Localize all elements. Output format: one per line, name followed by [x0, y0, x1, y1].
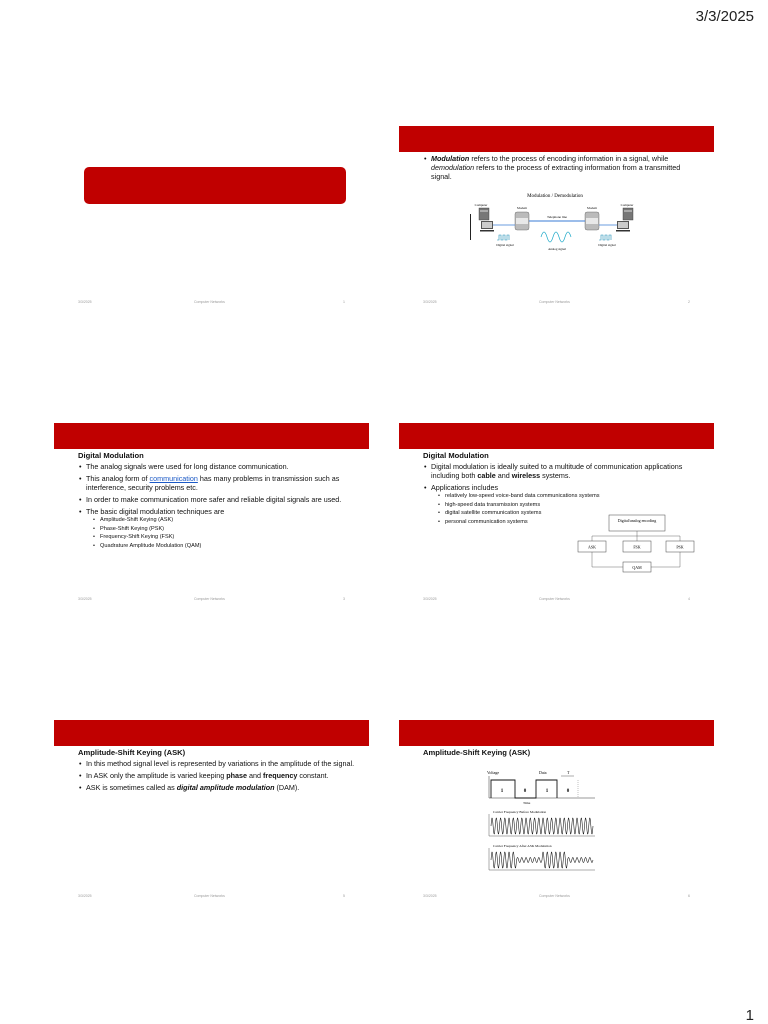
bullet: • Modulation refers to the process of encoding information in a signal, while demodulation refers to the process of extracting information from a transmitted signal. [431, 154, 700, 181]
bullet: • In order to make communication more safer and reliable digital signals are used. [86, 495, 355, 504]
title-bar [54, 720, 369, 746]
page-date: 3/3/2025 [695, 8, 754, 25]
slide-heading: Amplitude-Shift Keying (ASK) [423, 748, 531, 757]
footer-date: 3/3/2025 [78, 597, 92, 601]
slide-content [423, 748, 700, 759]
digital-signal-right [599, 235, 611, 240]
footer-course: Computer Networks [539, 300, 570, 304]
footer-date: 3/3/2025 [423, 300, 437, 304]
slide-2[interactable] [399, 126, 714, 304]
digital-signal-left [497, 235, 509, 240]
modem-right-icon [585, 212, 599, 230]
slide-heading: Digital Modulation [423, 451, 489, 460]
footer-course: Computer Networks [194, 300, 225, 304]
bullet: • In this method signal level is represented by variations in the amplitude of the signal. [86, 759, 355, 768]
footer-course: Computer Networks [539, 597, 570, 601]
slide-4[interactable] [399, 423, 714, 601]
computer-right-label: Computer [620, 203, 634, 207]
bit-label: 1 [500, 789, 504, 794]
slide-heading: Digital Modulation [78, 451, 144, 460]
communication-link[interactable]: communication [149, 474, 198, 484]
slide-1[interactable] [54, 126, 369, 304]
sub-bullet: • personal communication systems [445, 519, 700, 526]
bullet: • In ASK only the amplitude is varied keeping phase and frequency constant. [86, 771, 355, 780]
sub-bullet: • Phase-Shift Keying (PSK) [100, 526, 355, 533]
ask-waveform-figure [485, 768, 603, 878]
title-bar [399, 423, 714, 449]
slide-heading: Amplitude-Shift Keying (ASK) [78, 748, 186, 757]
title-bar [399, 720, 714, 746]
slide-6[interactable] [399, 720, 714, 898]
sub-bullet: • Amplitude-Shift Keying (ASK) [100, 517, 355, 524]
bit-label: 0 [566, 789, 570, 794]
tree-psk-label: PSK [676, 544, 684, 550]
modem-left-label: Modem [517, 206, 527, 210]
tree-root-label: Digital/analog encoding [617, 518, 657, 523]
analog-signal-wave [541, 232, 571, 242]
carrier-label: Carrier Frequency Before Modulation [493, 810, 547, 814]
t-label: T [567, 770, 570, 775]
footer-slide-number: 4 [688, 597, 690, 601]
digital-signal-right-label: Digital signal [598, 243, 616, 247]
digital-signal-left-label: Digital signal [496, 243, 514, 247]
modem-right-label: Modem [587, 206, 597, 210]
title-bar [54, 423, 369, 449]
footer-slide-number: 6 [688, 894, 690, 898]
diagram-title: Modulation / Demodulation [527, 194, 583, 199]
bullet: • This analog form of communication has many problems in transmission such as interference, security problems etc. [86, 474, 355, 492]
slide-3[interactable] [54, 423, 369, 601]
tree-qam-label: QAM [632, 565, 642, 570]
computer-left-label: Computer [474, 203, 488, 207]
bit-label: 1 [545, 789, 549, 794]
bit-label: 0 [523, 789, 527, 794]
computer-right-icon [616, 208, 633, 232]
footer-slide-number: 3 [343, 597, 345, 601]
sub-bullet: • high-speed data transmission systems [445, 502, 700, 509]
carrier-wave [491, 818, 593, 834]
footer-course: Computer Networks [194, 597, 225, 601]
footer-slide-number: 1 [343, 300, 345, 304]
sub-bullet: • Frequency-Shift Keying (FSK) [100, 534, 355, 541]
sub-bullet: • Quadrature Amplitude Modulation (QAM) [100, 543, 355, 550]
footer-date: 3/3/2025 [78, 300, 92, 304]
footer-date: 3/3/2025 [423, 597, 437, 601]
tree-fsk-label: FSK [633, 544, 641, 550]
title-box [84, 167, 346, 204]
time-label: Time [523, 801, 531, 805]
slide-content [423, 154, 700, 184]
bullet: • The analog signals were used for long distance communication. [86, 462, 355, 471]
footer-slide-number: 2 [688, 300, 690, 304]
bullet: • The basic digital modulation techniques are • Amplitude-Shift Keying (ASK) • Phase-Shift Keying (PSK) • Frequency-Shift Keying (FSK) • Quadrature Amplitude Modulation (QAM) [86, 507, 355, 549]
slide-5[interactable] [54, 720, 369, 898]
telephone-line-label: Telephone line [546, 215, 568, 219]
voltage-label: Voltage [487, 770, 500, 775]
tree-ask-label: ASK [587, 544, 597, 550]
footer-date: 3/3/2025 [78, 894, 92, 898]
footer-date: 3/3/2025 [423, 894, 437, 898]
footer-course: Computer Networks [539, 894, 570, 898]
ask-modulated-wave [491, 852, 593, 868]
data-label: Data [539, 770, 547, 775]
page-number: 1 [745, 1007, 754, 1024]
sub-bullet: • relatively low-speed voice-band data communications systems [445, 493, 700, 500]
modem-left-icon [515, 212, 529, 230]
bullet: • Digital modulation is ideally suited to a multitude of communication applications including both cable and wireless systems. [431, 462, 700, 480]
bullet: • ASK is sometimes called as digital amplitude modulation (DAM). [86, 783, 355, 792]
modulation-diagram [467, 190, 643, 262]
slide-content [78, 748, 355, 795]
sub-bullet: • digital satellite communication systems [445, 510, 700, 517]
analog-signal-label: Analog signal [548, 247, 566, 251]
ask-label: Carrier Frequency After ASK Modulation [493, 844, 552, 848]
slide-content [78, 451, 355, 553]
bullet: • Applications includes • relatively low-speed voice-band data communications systems • high-speed data transmission systems • digital satellite communication systems • personal communication systems [431, 483, 700, 525]
title-bar [399, 126, 714, 152]
footer-course: Computer Networks [194, 894, 225, 898]
computer-left-icon [470, 208, 494, 240]
footer-slide-number: 5 [343, 894, 345, 898]
encoding-tree-diagram [575, 511, 699, 581]
